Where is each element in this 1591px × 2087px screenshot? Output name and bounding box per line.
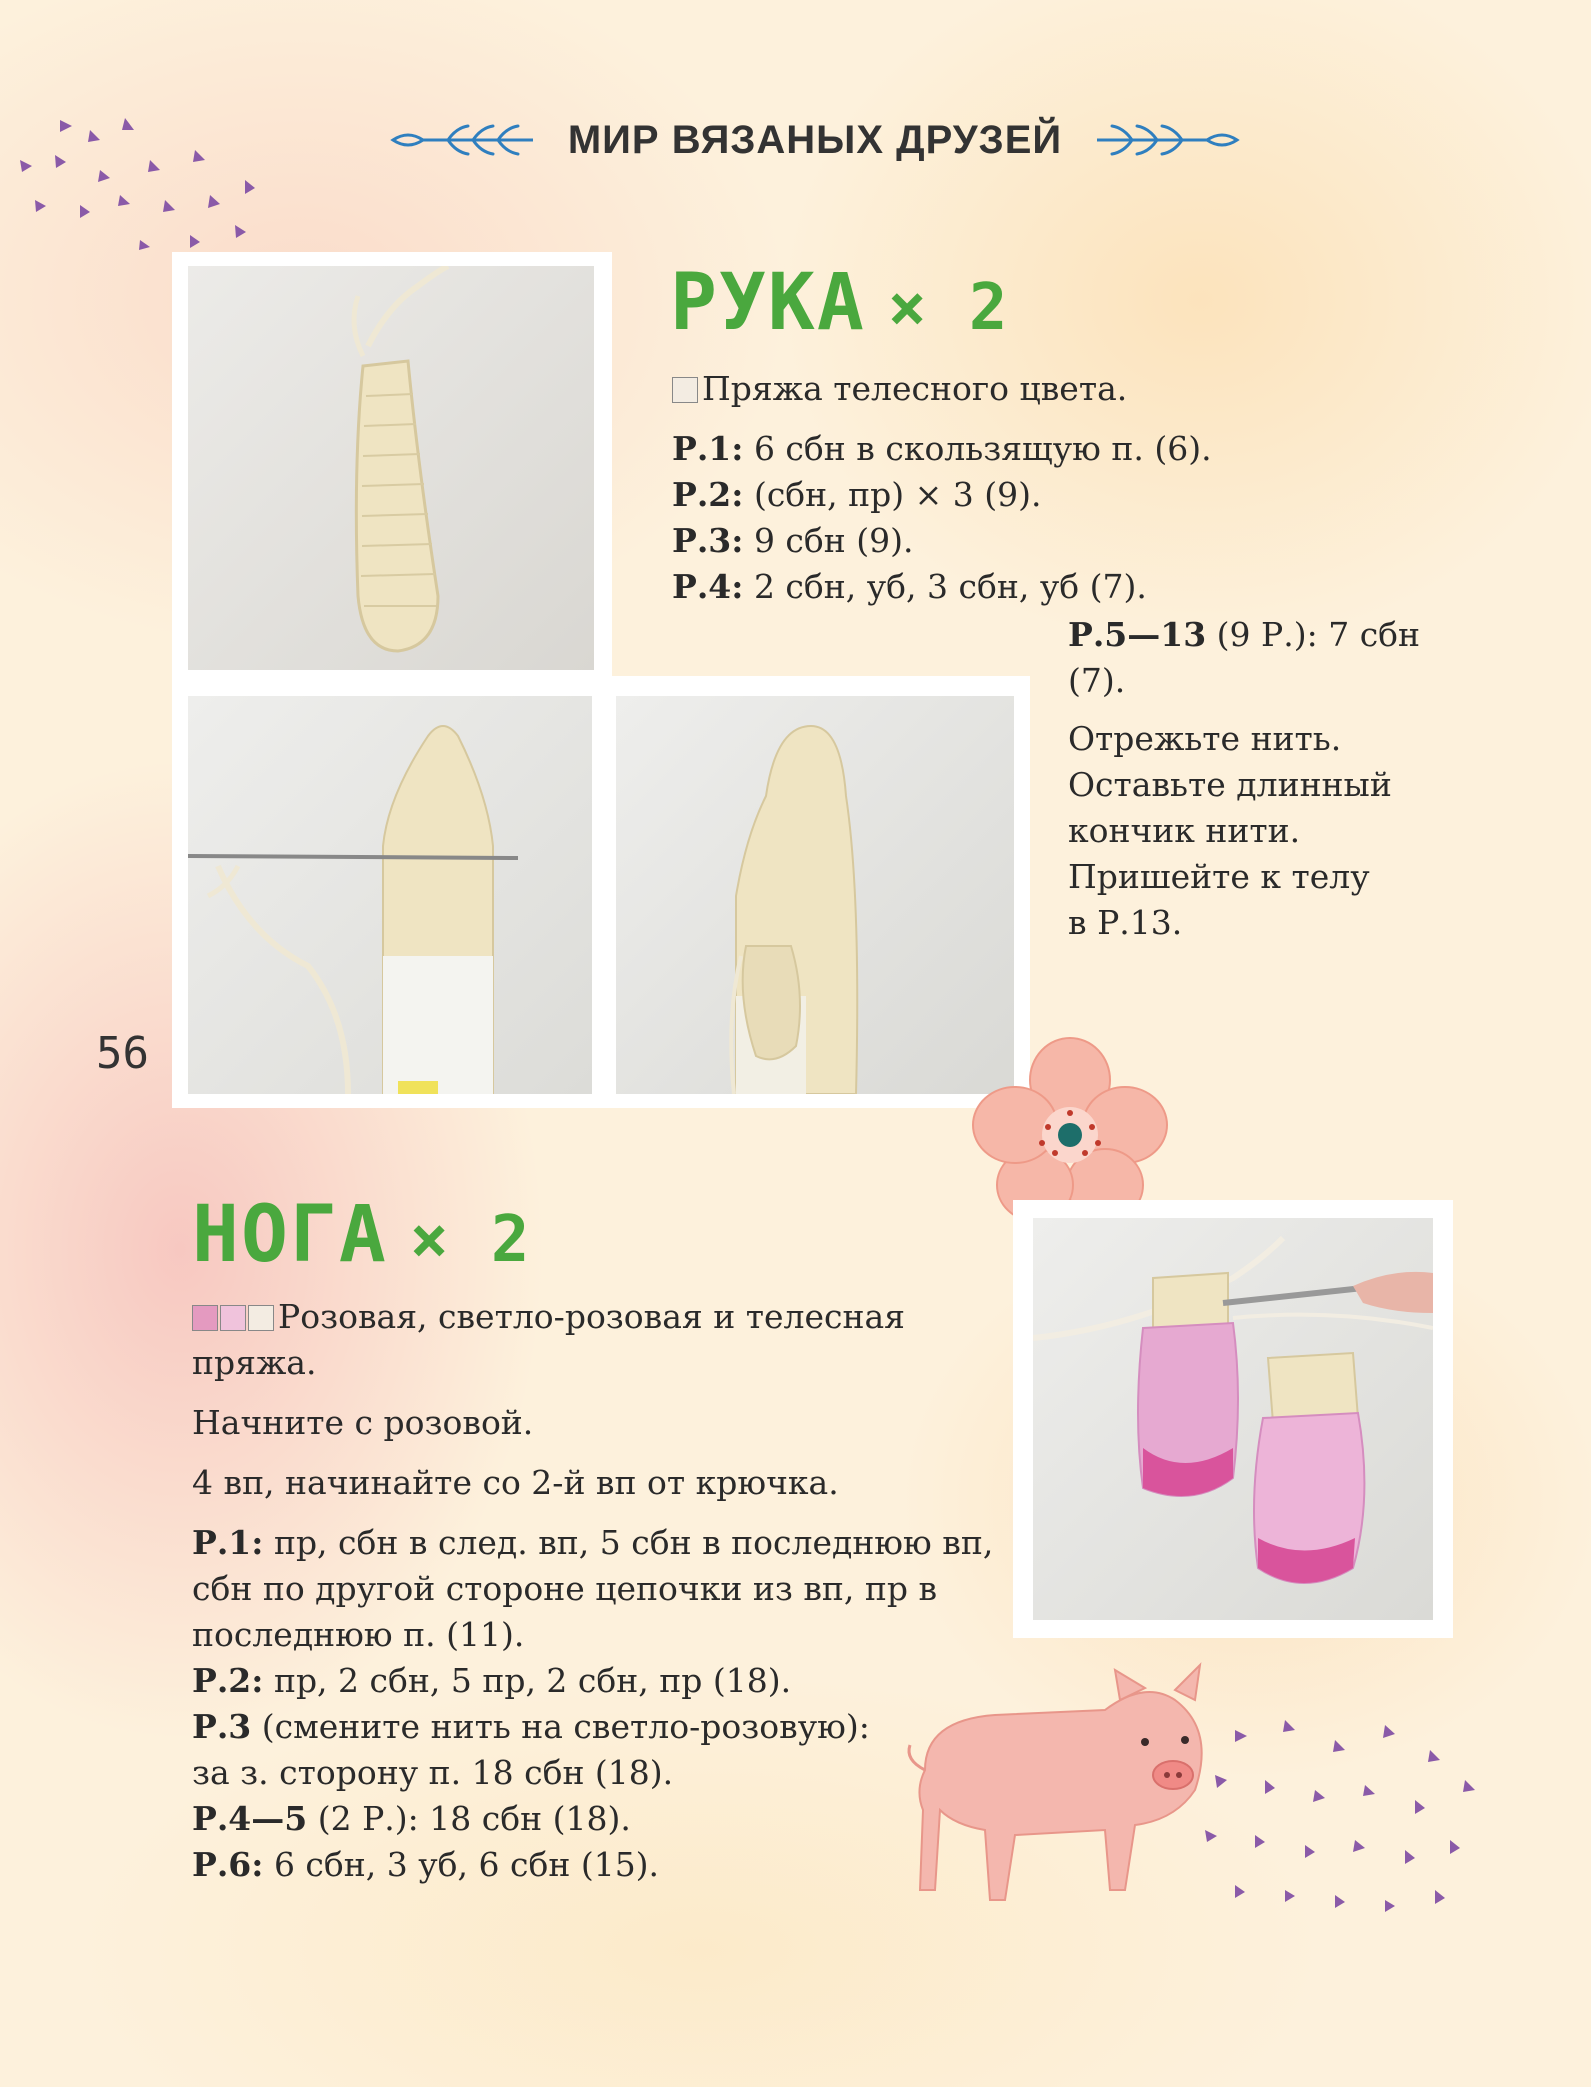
leg-row-6: Р.6: 6 сбн, 3 уб, 6 сбн (15).	[192, 1845, 660, 1884]
arm-photo-sewing-needle	[188, 696, 592, 1094]
leg-row-1-line-2: сбн по другой стороне цепочки из вп, пр в	[192, 1569, 938, 1608]
arm-yarn-line	[672, 366, 1432, 412]
page-header	[360, 110, 1270, 170]
header-title: МИР ВЯЗАНЫХ ДРУЗЕЙ	[567, 117, 1063, 162]
pink-yarn-swatch	[192, 1305, 218, 1331]
arm-finish-5: в Р.13.	[1068, 903, 1183, 942]
pig-illustration-icon	[895, 1660, 1225, 1920]
leg-title: НОГА	[192, 1190, 388, 1280]
leg-yarn-text: Розовая, светло-розовая и телесная	[278, 1297, 905, 1336]
leg-row-3-line-2: за з. сторону п. 18 сбн (18).	[192, 1753, 674, 1792]
arm-yarn-text: Пряжа телесного цвета.	[702, 369, 1128, 408]
right-fern-ornament-icon	[1092, 120, 1242, 160]
arm-instructions	[672, 366, 1432, 610]
leg-yarn-line	[192, 1294, 992, 1340]
leg-photo-legs	[1033, 1218, 1433, 1620]
arm-instructions-continued	[1068, 612, 1508, 946]
leg-heading	[192, 1190, 531, 1280]
arm-photo-attached	[616, 696, 1014, 1094]
page-number: 56	[96, 1028, 149, 1079]
arm-heading	[670, 258, 1009, 348]
leg-row-1: Р.1: пр, сбн в след. вп, 5 сбн в последнюю вп,	[192, 1523, 994, 1562]
arm-finish-2: Оставьте длинный	[1068, 765, 1392, 804]
flesh-yarn-swatch	[248, 1305, 274, 1331]
leg-row-2: Р.2: пр, 2 сбн, 5 пр, 2 сбн, пр (18).	[192, 1661, 792, 1700]
leg-row-3: Р.3 (смените нить на светло-розовую):	[192, 1707, 870, 1746]
leg-instructions	[192, 1294, 992, 1888]
arm-photo-finished-piece	[188, 266, 594, 670]
arm-row-1: Р.1: 6 сбн в скользящую п. (6).	[672, 429, 1212, 468]
arm-row-5-13-count: (7).	[1068, 661, 1126, 700]
leg-start: Начните с розовой.	[192, 1403, 534, 1442]
leg-chain: 4 вп, начинайте со 2-й вп от крючка.	[192, 1463, 839, 1502]
flesh-yarn-swatch	[672, 377, 698, 403]
arm-finish-3: кончик нити.	[1068, 811, 1301, 850]
leg-yarn-line-2: пряжа.	[192, 1343, 317, 1382]
light-pink-yarn-swatch	[220, 1305, 246, 1331]
decorative-triangles-bottom-right	[1195, 1700, 1495, 1940]
arm-row-4: Р.4: 2 сбн, уб, 3 сбн, уб (7).	[672, 567, 1147, 606]
arm-row-2: Р.2: (сбн, пр) × 3 (9).	[672, 475, 1042, 514]
arm-finish-4: Пришейте к телу	[1068, 857, 1370, 896]
arm-row-5-13: Р.5—13 (9 Р.): 7 сбн	[1068, 615, 1421, 654]
leg-row-4-5: Р.4—5 (2 Р.): 18 сбн (18).	[192, 1799, 631, 1838]
leg-count: × 2	[409, 1203, 532, 1277]
arm-row-3: Р.3: 9 сбн (9).	[672, 521, 914, 560]
decorative-triangles-top-left	[0, 100, 280, 260]
arm-title: РУКА	[670, 258, 866, 348]
leg-row-1-line-3: последнюю п. (11).	[192, 1615, 525, 1654]
arm-finish-1: Отрежьте нить.	[1068, 719, 1342, 758]
left-fern-ornament-icon	[388, 120, 538, 160]
flower-decoration-icon	[970, 1035, 1170, 1225]
arm-count: × 2	[887, 271, 1010, 345]
